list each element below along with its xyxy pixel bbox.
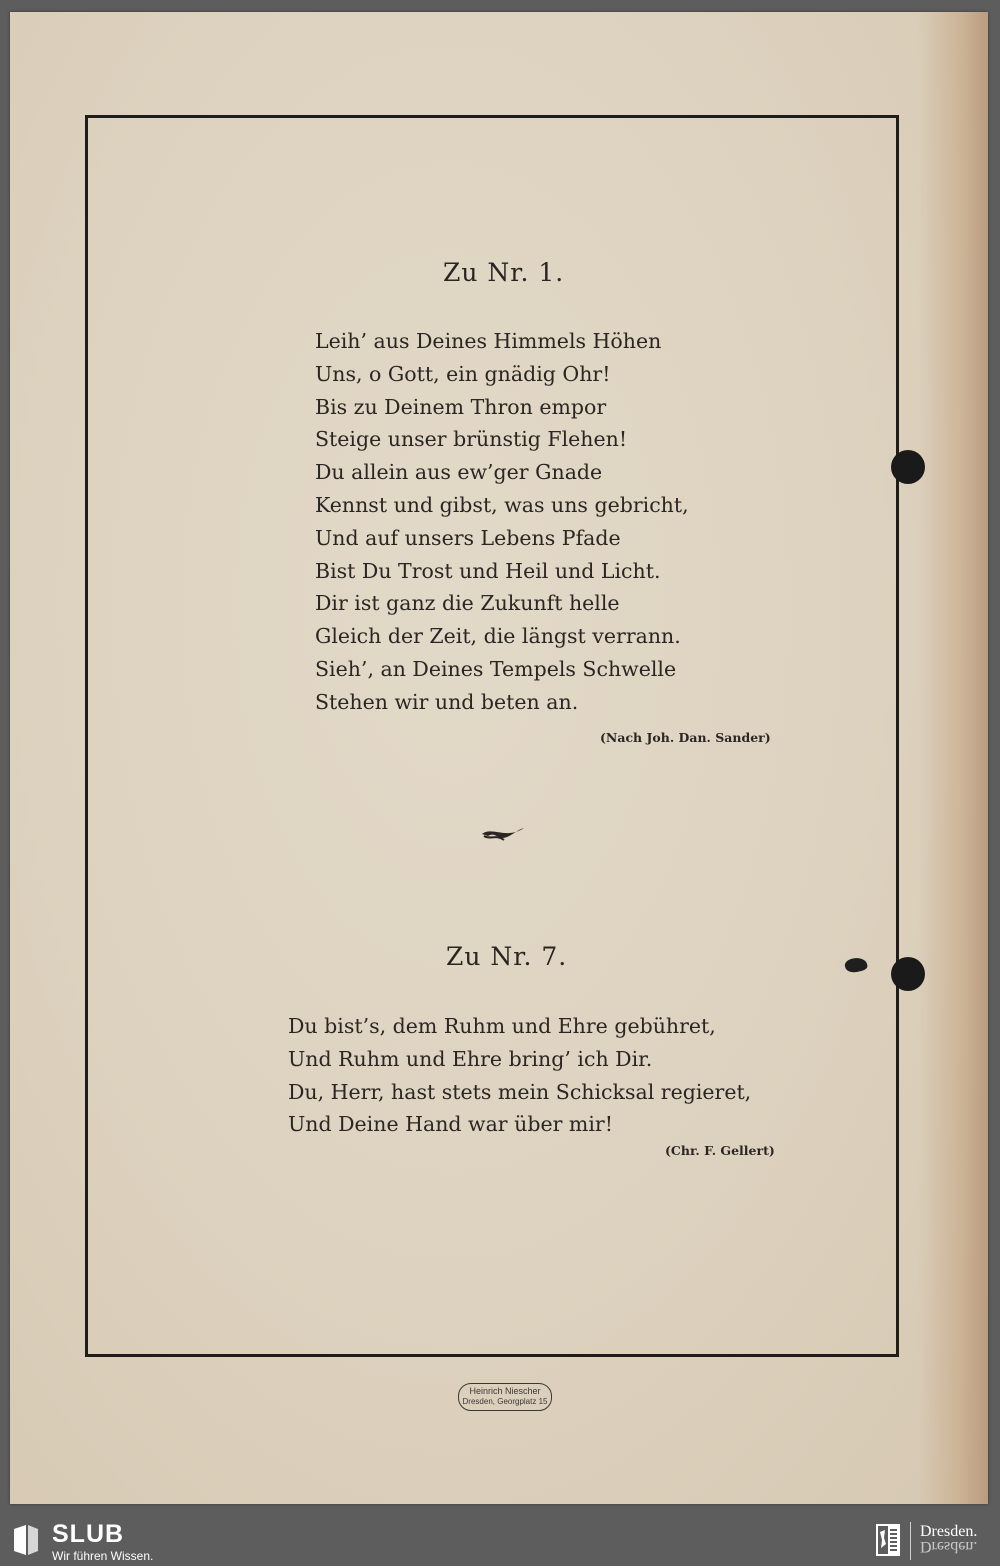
section-1-attribution: (Nach Joh. Dan. Sander) — [600, 730, 771, 745]
verse-line: Steige unser brünstig Flehen! — [315, 427, 628, 452]
dresden-logo-text: Dresden. — [920, 1523, 978, 1540]
verse-line: Und Deine Hand war über mir! — [288, 1112, 613, 1137]
verse-line: Und Ruhm und Ehre bring’ ich Dir. — [288, 1046, 653, 1071]
slub-book-icon[interactable] — [12, 1523, 40, 1557]
verse-line: Stehen wir und beten an. — [315, 689, 579, 714]
section-1-title: Zu Nr. 1. — [443, 258, 565, 287]
section-2-attribution: (Chr. F. Gellert) — [665, 1143, 775, 1158]
verse-line: Und auf unsers Lebens Pfade — [315, 525, 621, 550]
section-2-title: Zu Nr. 7. — [446, 942, 568, 971]
section-2-verse — [288, 1010, 751, 1141]
verse-line: Leih’ aus Deines Himmels Höhen — [315, 329, 662, 353]
publisher-stamp — [458, 1383, 552, 1411]
footer-bar — [0, 1516, 1000, 1566]
dresden-coat-of-arms-icon[interactable] — [876, 1524, 900, 1556]
page-border-frame — [85, 115, 899, 1357]
verse-line: Du, Herr, hast stets mein Schicksal regieret, — [288, 1079, 752, 1104]
dresden-logo-reflection: Dresden. — [920, 1538, 978, 1555]
dresden-logo[interactable] — [920, 1524, 977, 1554]
verse-line: Uns, o Gott, ein gnädig Ohr! — [315, 361, 611, 386]
verse-line: Du allein aus ew’ger Gnade — [315, 460, 603, 485]
leaf-ornament-icon — [480, 818, 526, 844]
section-1-verse — [315, 325, 689, 719]
stamp-name: Heinrich Niescher — [469, 1386, 541, 1396]
punch-hole-lower — [891, 957, 925, 991]
paper-edge-discoloration — [918, 12, 988, 1504]
slub-tagline: Wir führen Wissen. — [52, 1549, 154, 1563]
verse-line: Bis zu Deinem Thron empor — [315, 394, 607, 419]
slub-logo-text[interactable]: SLUB — [52, 1520, 125, 1548]
verse-line: Bist Du Trost und Heil und Licht. — [315, 558, 661, 583]
footer-divider — [910, 1522, 911, 1560]
verse-line: Du bist’s, dem Ruhm und Ehre gebühret, — [288, 1014, 716, 1038]
verse-line: Gleich der Zeit, die längst verrann. — [315, 624, 681, 649]
punch-hole-upper — [891, 450, 925, 484]
verse-line: Dir ist ganz die Zukunft helle — [315, 591, 620, 616]
verse-line: Kennst und gibst, was uns gebricht, — [315, 492, 689, 517]
stamp-address: Dresden, Georgplatz 15 — [462, 1397, 548, 1406]
verse-line: Sieh’, an Deines Tempels Schwelle — [315, 656, 677, 681]
